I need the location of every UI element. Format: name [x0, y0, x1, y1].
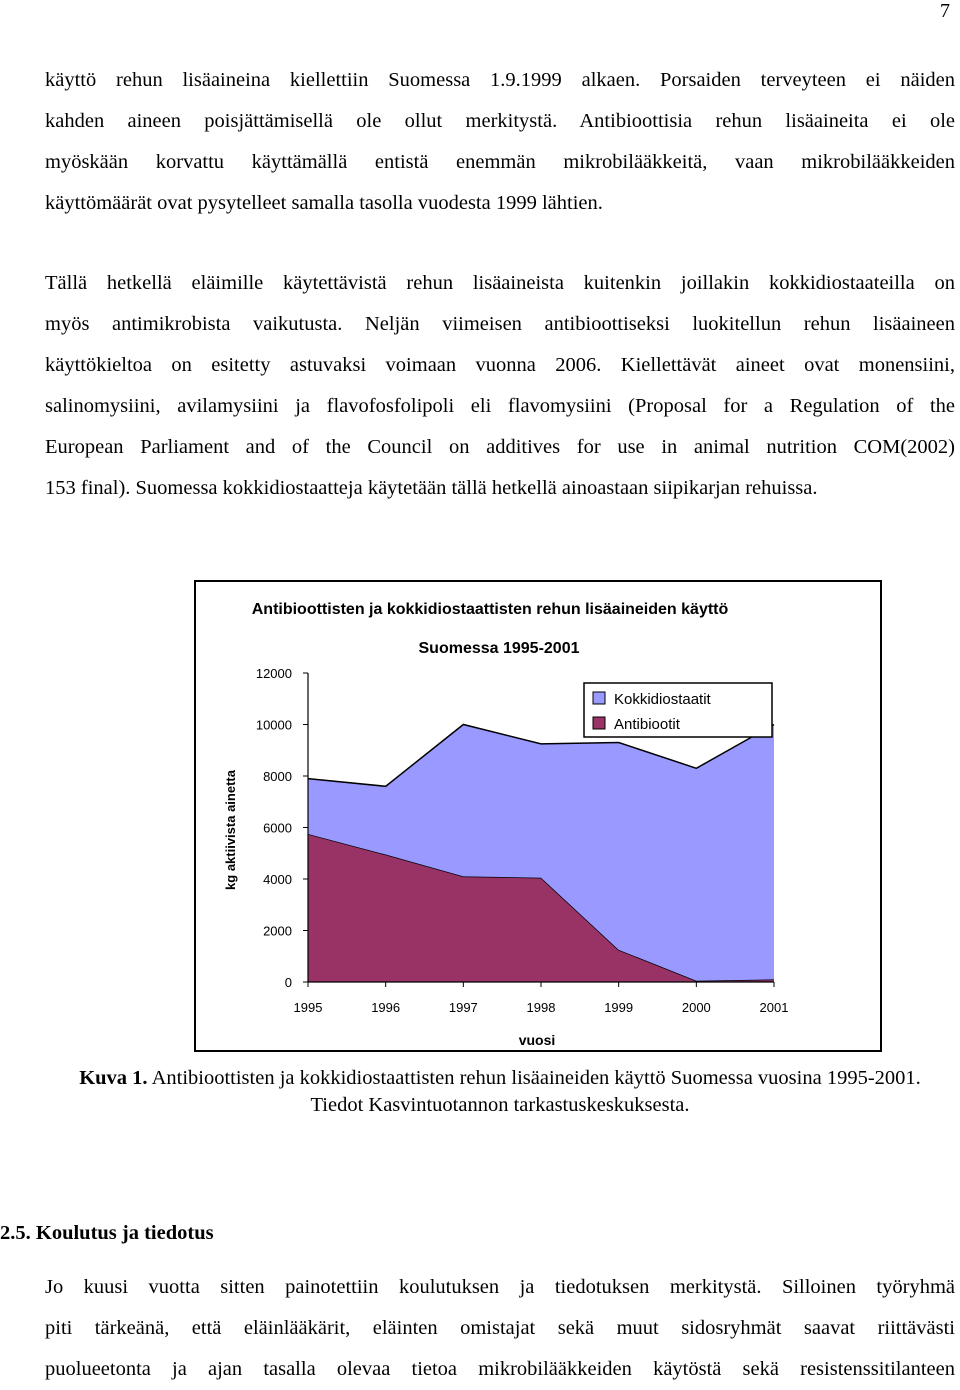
text-line: kahden aineen poisjättämisellä ole ollut merkitystä. Antibioottisia rehun lisäaineita ei ole: [45, 110, 955, 132]
text-line: puolueetonta ja ajan tasalla olevaa tietoa mikrobilääkkeiden käytöstä sekä resistenssitilanteen: [45, 1358, 955, 1380]
caption-label: Kuva 1.: [79, 1067, 147, 1089]
y-tick-label: 2000: [263, 924, 292, 939]
text-line: salinomysiini, avilamysiini ja flavofosfolipoli eli flavomysiini (Proposal for a Regulation of the: [45, 395, 955, 417]
legend-label-kokkidiostaatit: Kokkidiostaatit: [614, 691, 712, 708]
y-tick-label: 4000: [263, 872, 292, 887]
y-tick-label: 12000: [256, 666, 292, 681]
stacked-area-chart: [196, 582, 880, 1050]
x-tick-label: 2000: [682, 1000, 711, 1015]
chart-subtitle: Suomessa 1995-2001: [419, 640, 580, 657]
figure-caption: [70, 1065, 930, 1119]
caption-text: Antibioottisten ja kokkidiostaattisten rehun lisäaineiden käyttö Suomessa vuosina 1995-2001. Tiedot Kasvintuotannon tarkastuskeskuksesta.: [152, 1067, 921, 1116]
text-line: piti tärkeänä, että eläinlääkärit, eläinten omistajat sekä muut sidosryhmät saavat riittävästi: [45, 1317, 955, 1339]
y-tick-label: 10000: [256, 718, 292, 733]
legend-swatch-kokkidiostaatit: [593, 692, 605, 704]
chart-legend: [584, 683, 772, 737]
text-line: 153 final). Suomessa kokkidiostaatteja käytetään tällä hetkellä ainoastaan siipikarjan rehuissa.: [45, 468, 955, 509]
text-line: käyttökieltoa on esitetty astuvaksi voimaan vuonna 2006. Kiellettävät aineet ovat monensiini,: [45, 354, 955, 376]
text-line: käyttömäärät ovat pysytelleet samalla tasolla vuodesta 1999 lähtien.: [45, 183, 955, 224]
paragraph-3: [45, 1267, 955, 1390]
chart-area: [194, 580, 882, 1052]
text-line: Tällä hetkellä eläimille käytettävistä rehun lisäaineista kuitenkin joillakin kokkidiostaateilla on: [45, 272, 955, 294]
text-line: myös antimikrobista vaikutusta. Neljän viimeisen antibioottiseksi luokitellun rehun lisäaineen: [45, 313, 955, 335]
x-tick-label: 2001: [760, 1000, 789, 1015]
x-tick-label: 1999: [604, 1000, 633, 1015]
legend-swatch-antibiootit: [593, 717, 605, 729]
chart-title: Antibioottisten ja kokkidiostaattisten rehun lisäaineiden käyttö: [252, 601, 729, 618]
text-line: European Parliament and of the Council on additives for use in animal nutrition COM(2002): [45, 436, 955, 458]
x-tick-label: 1996: [371, 1000, 400, 1015]
x-tick-label: 1997: [449, 1000, 478, 1015]
section-heading: 2.5. Koulutus ja tiedotus: [0, 1222, 214, 1245]
x-axis-label: vuosi: [519, 1032, 556, 1048]
page-number: 7: [940, 0, 950, 23]
x-tick-label: 1998: [527, 1000, 556, 1015]
y-tick-label: 8000: [263, 769, 292, 784]
y-axis-label: kg aktiivista ainetta: [223, 769, 238, 890]
paragraph-2: [45, 263, 955, 509]
x-tick-label: 1995: [294, 1000, 323, 1015]
y-tick-label: 0: [285, 975, 292, 990]
text-line: myöskään korvattu käyttämällä entistä enemmän mikrobilääkkeitä, vaan mikrobilääkkeiden: [45, 151, 955, 173]
text-line: käyttö rehun lisäaineina kiellettiin Suomessa 1.9.1999 alkaen. Porsaiden terveyteen ei näiden: [45, 69, 955, 91]
y-tick-label: 6000: [263, 821, 292, 836]
text-line: Jo kuusi vuotta sitten painotettiin koulutuksen ja tiedotuksen merkitystä. Silloinen työryhmä: [45, 1276, 955, 1298]
paragraph-1: [45, 60, 955, 224]
legend-label-antibiootit: Antibiootit: [614, 716, 681, 733]
